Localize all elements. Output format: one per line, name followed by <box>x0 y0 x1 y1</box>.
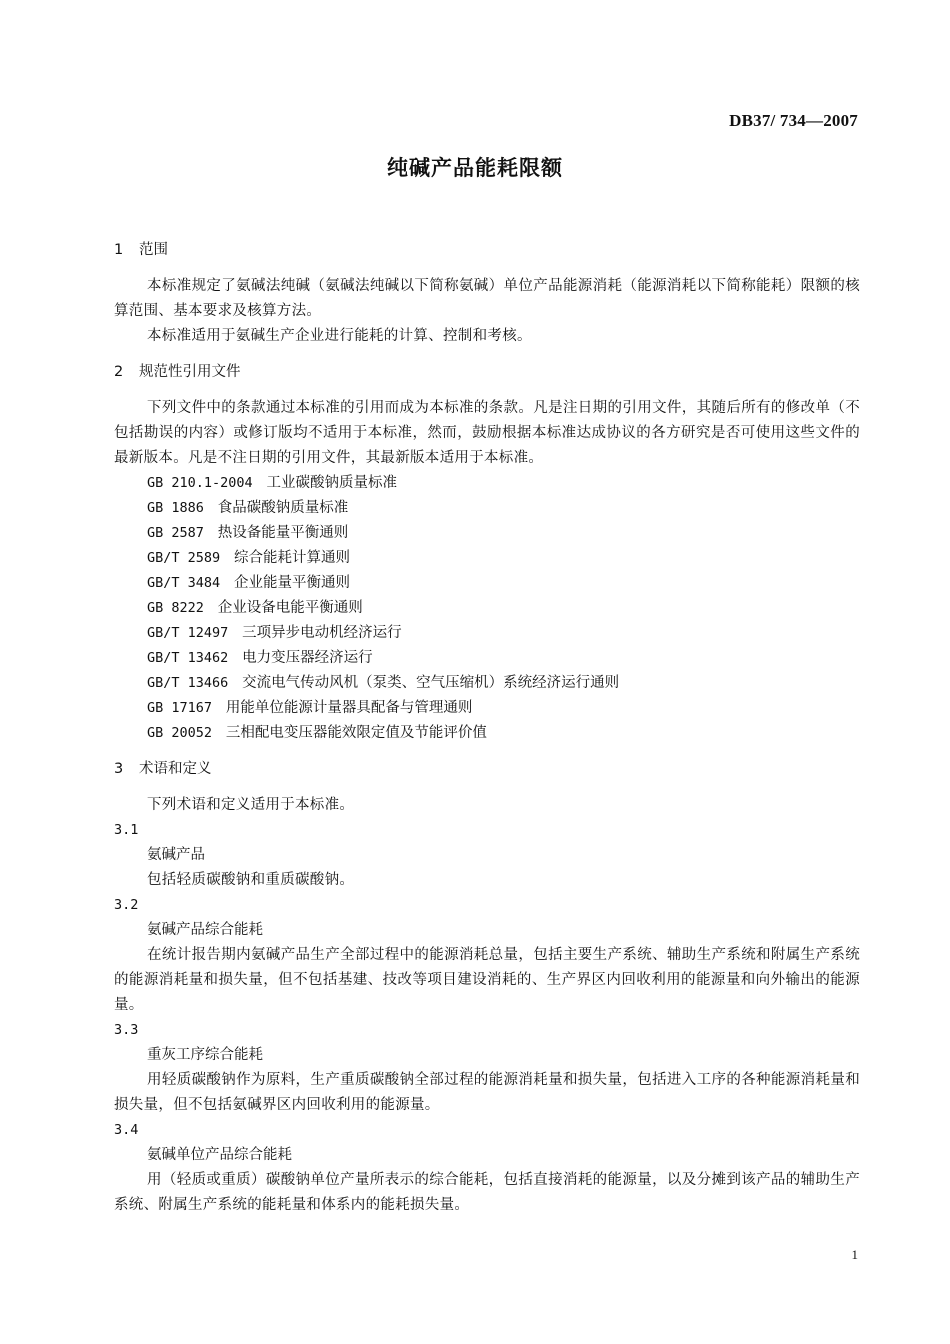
reference-item <box>114 496 860 521</box>
paragraph: 本标准适用于氨碱生产企业进行能耗的计算、控制和考核。 <box>147 328 532 344</box>
reference-name: 工业碳酸钠质量标准 <box>266 475 397 491</box>
term-name: 重灰工序综合能耗 <box>147 1047 263 1063</box>
reference-code: GB/T 12497 <box>147 625 229 641</box>
document-body <box>114 238 860 1218</box>
term-definition: 包括轻质碳酸钠和重质碳酸钠。 <box>147 872 355 888</box>
section-title: 规范性引用文件 <box>139 364 241 380</box>
reference-name: 企业能量平衡通则 <box>233 575 350 591</box>
reference-code: GB/T 3484 <box>147 575 221 591</box>
reference-name: 三项异步电动机经济运行 <box>242 625 402 641</box>
page-number: 1 <box>851 1247 858 1262</box>
reference-item <box>114 546 860 571</box>
reference-item <box>114 621 860 646</box>
reference-name: 三相配电变压器能效限定值及节能评价值 <box>225 725 487 741</box>
reference-name: 交流电气传动风机（泵类、空气压缩机）系统经济运行通则 <box>242 675 620 691</box>
reference-name: 电力变压器经济运行 <box>242 650 373 666</box>
reference-item <box>114 471 860 496</box>
reference-code: GB 2587 <box>147 525 204 541</box>
reference-code: GB/T 13466 <box>147 675 229 691</box>
clause-number: 3.4 <box>114 1122 139 1138</box>
paragraph: 下列术语和定义适用于本标准。 <box>147 797 355 813</box>
reference-code: GB 8222 <box>147 600 204 616</box>
term-name: 氨碱产品综合能耗 <box>147 922 263 938</box>
reference-name: 综合能耗计算通则 <box>233 550 350 566</box>
document-title: 纯碱产品能耗限额 <box>387 156 563 180</box>
section-number: 1 <box>114 242 124 258</box>
term-definition: 在统计报告期内氨碱产品生产全部过程中的能源消耗总量，包括主要生产系统、辅助生产系统和附属生产系统的能源消耗量和损失量，但不包括基建、技改等项目建设消耗的、生产界区内回收利用的能源量和向外输出的能源量。 <box>114 947 860 1013</box>
section-number: 3 <box>114 761 124 777</box>
reference-item <box>114 671 860 696</box>
reference-item <box>114 521 860 546</box>
paragraph: 本标准规定了氨碱法纯碱（氨碱法纯碱以下简称氨碱）单位产品能源消耗（能源消耗以下简称能耗）限额的核算范围、基本要求及核算方法。 <box>114 278 860 319</box>
reference-name: 用能单位能源计量器具配备与管理通则 <box>225 700 473 716</box>
section-number: 2 <box>114 364 124 380</box>
reference-code: GB/T 13462 <box>147 650 229 666</box>
reference-item <box>114 721 860 746</box>
standard-code: DB37/ 734—2007 <box>729 111 858 130</box>
clause-number: 3.2 <box>114 897 139 913</box>
section-heading-1 <box>114 238 860 263</box>
paragraph: 下列文件中的条款通过本标准的引用而成为本标准的条款。凡是注日期的引用文件，其随后所有的修改单（不包括勘误的内容）或修订版均不适用于本标准，然而，鼓励根据本标准达成协议的各方研究是否可使用这些文件的最新版本。凡是不注日期的引用文件，其最新版本适用于本标准。 <box>114 400 860 466</box>
section-title: 术语和定义 <box>139 761 212 777</box>
section-heading-3 <box>114 757 860 782</box>
reference-name: 企业设备电能平衡通则 <box>217 600 363 616</box>
reference-code: GB 20052 <box>147 725 213 741</box>
reference-code: GB/T 2589 <box>147 550 221 566</box>
term-definition: 用（轻质或重质）碳酸钠单位产量所表示的综合能耗，包括直接消耗的能源量，以及分摊到该产品的辅助生产系统、附属生产系统的能耗量和体系内的能耗损失量。 <box>114 1172 860 1213</box>
section-heading-2 <box>114 360 860 385</box>
clause-number: 3.1 <box>114 822 139 838</box>
reference-code: GB 1886 <box>147 500 204 516</box>
term-name: 氨碱产品 <box>147 847 205 863</box>
clause-number: 3.3 <box>114 1022 139 1038</box>
reference-code: GB 210.1-2004 <box>147 475 253 491</box>
reference-item <box>114 646 860 671</box>
reference-code: GB 17167 <box>147 700 213 716</box>
reference-item <box>114 696 860 721</box>
reference-name: 食品碳酸钠质量标准 <box>217 500 349 516</box>
reference-item <box>114 596 860 621</box>
reference-name: 热设备能量平衡通则 <box>217 525 349 541</box>
term-name: 氨碱单位产品综合能耗 <box>147 1147 292 1163</box>
section-title: 范围 <box>139 242 168 258</box>
reference-item <box>114 571 860 596</box>
term-definition: 用轻质碳酸钠作为原料，生产重质碳酸钠全部过程的能源消耗量和损失量，包括进入工序的各种能源消耗量和损失量，但不包括氨碱界区内回收利用的能源量。 <box>114 1072 860 1113</box>
